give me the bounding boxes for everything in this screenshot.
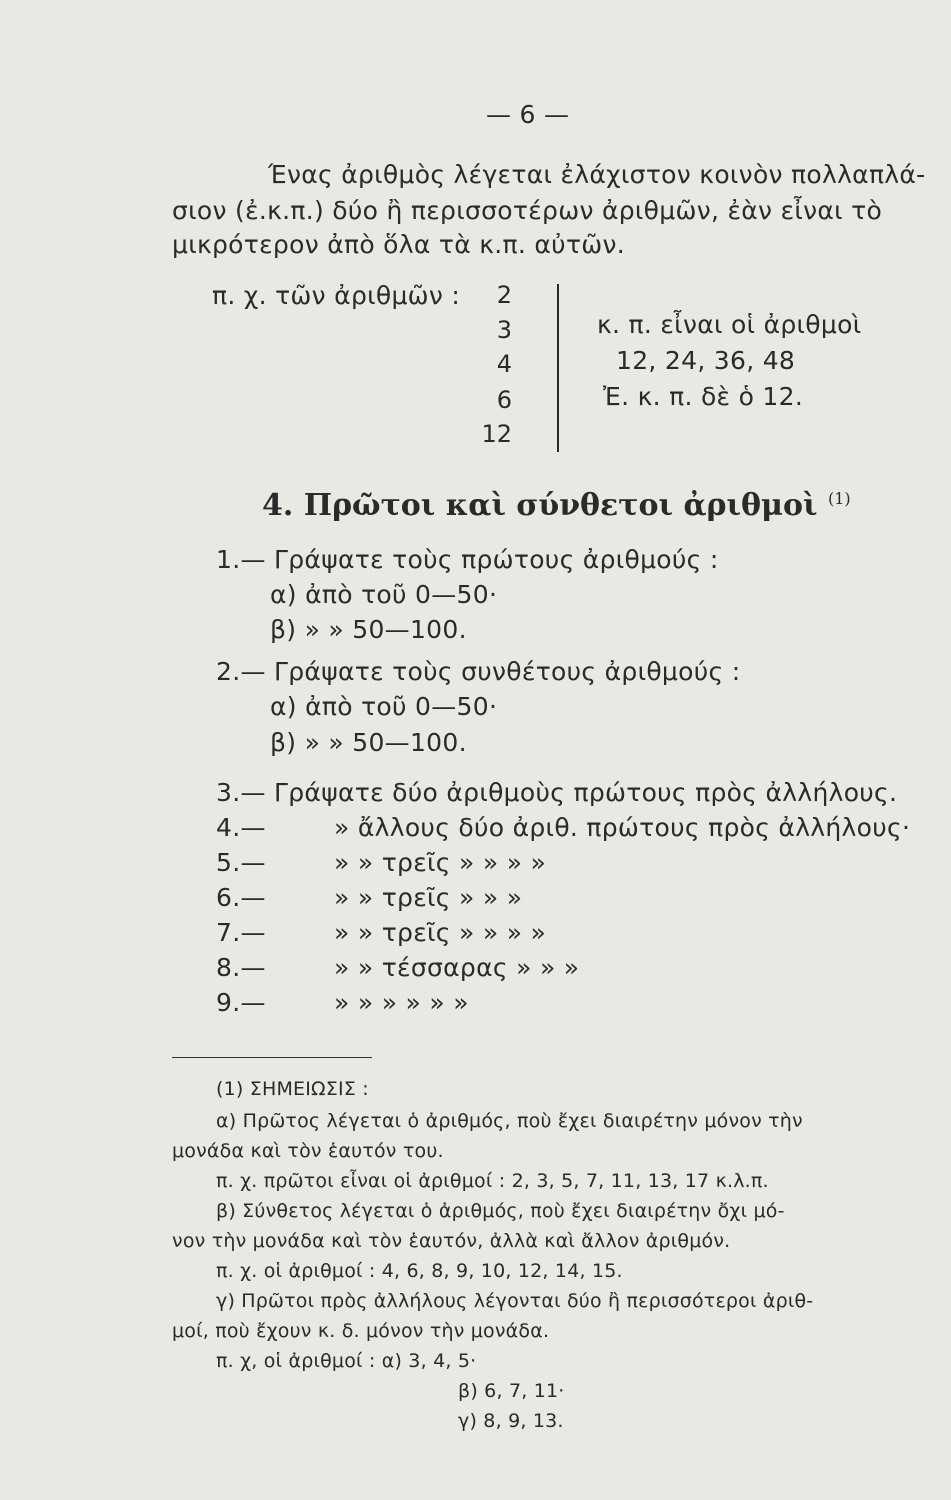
exercise-text: Γράψατε τοὺς πρώτους ἀριθμούς : [274, 545, 719, 574]
exercise-text: Γράψατε τοὺς συνθέτους ἀριθμούς : [274, 657, 741, 686]
page-number: — 6 — [486, 100, 570, 129]
example-result-line-2: 12, 24, 36, 48 [616, 346, 796, 375]
exercise-item [216, 657, 740, 686]
definition-line-1: Ένας ἀριθμὸς λέγεται ἐλάχιστον κοινὸν πολλαπλά- [268, 160, 926, 189]
subitem-letter: α) [270, 692, 297, 721]
section-title [262, 488, 851, 523]
exercise-number: 3.— [216, 778, 266, 807]
footnote-line: β) Σύνθετος λέγεται ὁ ἀριθμός, ποὺ ἔχει διαιρέτην ὄχι μό- [216, 1200, 785, 1222]
exercise-item [216, 918, 546, 947]
exercise-item [216, 988, 469, 1017]
footnote-separator [172, 1057, 372, 1058]
exercise-subitem [270, 615, 467, 644]
exercise-text: » » τρεῖς » » » » [334, 848, 547, 877]
exercise-text: » ἄλλους δύο ἀριθ. πρώτους πρὸς ἀλλήλους· [334, 813, 911, 842]
footnote-ref: (1) [827, 489, 851, 508]
exercise-item [216, 883, 522, 912]
example-result-line-3: Ἐ. κ. π. δὲ ὁ 12. [603, 382, 804, 411]
definition-line-2: σιον (ἐ.κ.π.) δύο ἢ περισσοτέρων ἀριθμῶν, ἐὰν εἶναι τὸ [172, 196, 883, 225]
footnote-line: μοί, ποὺ ἔχουν κ. δ. μόνον τὴν μονάδα. [172, 1320, 550, 1342]
subitem-letter: α) [270, 580, 297, 609]
footnote-line: μονάδα καὶ τὸν ἑαυτόν του. [172, 1140, 444, 1162]
example-number: 12 [481, 420, 512, 448]
exercise-item [216, 953, 579, 982]
example-result-line-1: κ. π. εἶναι οἱ ἀριθμοὶ [597, 310, 862, 339]
brace-line [557, 284, 559, 452]
exercise-subitem [270, 692, 497, 721]
section-title-text: 4. Πρῶτοι καὶ σύνθετοι ἀριθμοὶ [262, 488, 818, 523]
exercise-number: 7.— [216, 918, 266, 947]
subitem-letter: β) [270, 615, 297, 644]
subitem-text: ἀπὸ τοῦ 0—50· [305, 580, 498, 609]
exercise-item [216, 778, 897, 807]
exercise-number: 6.— [216, 883, 266, 912]
footnote-line: π. χ. πρῶτοι εἶναι οἱ ἀριθμοί : 2, 3, 5, 7, 11, 13, 17 κ.λ.π. [216, 1170, 769, 1192]
exercise-text: » » » » » » [334, 988, 469, 1017]
footnote-line: γ) 8, 9, 13. [458, 1410, 564, 1432]
example-number: 2 [496, 281, 512, 309]
exercise-number: 8.— [216, 953, 266, 982]
definition-line-3: μικρότερον ἀπὸ ὅλα τὰ κ.π. αὐτῶν. [172, 230, 626, 259]
exercise-item [216, 848, 546, 877]
example-label: π. χ. τῶν ἀριθμῶν : [212, 281, 461, 310]
footnote-line: γ) Πρῶτοι πρὸς ἀλλήλους λέγονται δύο ἢ περισσότεροι ἀριθ- [216, 1290, 814, 1312]
example-number: 6 [496, 386, 512, 414]
exercise-text: » » τέσσαρας » » » [334, 953, 580, 982]
exercise-subitem [270, 580, 497, 609]
subitem-letter: β) [270, 728, 297, 757]
exercise-item [216, 545, 719, 574]
exercise-number: 9.— [216, 988, 266, 1017]
example-number: 3 [496, 316, 512, 344]
exercise-number: 1.— [216, 545, 266, 574]
subitem-text: ἀπὸ τοῦ 0—50· [305, 692, 498, 721]
footnote-line: π. χ, οἱ ἀριθμοί : α) 3, 4, 5· [216, 1350, 477, 1372]
footnote-line: β) 6, 7, 11· [458, 1380, 565, 1402]
footnote-heading: (1) ΣΗΜΕΙΩΣΙΣ : [216, 1078, 369, 1100]
footnote-line: νον τὴν μονάδα καὶ τὸν ἑαυτόν, ἀλλὰ καὶ ἄλλον ἀριθμόν. [172, 1230, 731, 1252]
footnote-line: α) Πρῶτος λέγεται ὁ ἀριθμός, ποὺ ἔχει διαιρέτην μόνον τὴν [216, 1110, 803, 1132]
exercise-number: 2.— [216, 657, 266, 686]
example-number: 4 [496, 350, 512, 378]
exercise-text: » » τρεῖς » » » » [334, 918, 547, 947]
exercise-subitem [270, 728, 467, 757]
exercise-text: » » τρεῖς » » » [334, 883, 523, 912]
subitem-text: » » 50—100. [304, 728, 467, 757]
exercise-item [216, 813, 910, 842]
exercise-number: 5.— [216, 848, 266, 877]
subitem-text: » » 50—100. [304, 615, 467, 644]
exercise-number: 4.— [216, 813, 266, 842]
exercise-text: Γράψατε δύο ἀριθμοὺς πρώτους πρὸς ἀλλήλους. [274, 778, 898, 807]
footnote-line: π. χ. οἱ ἀριθμοί : 4, 6, 8, 9, 10, 12, 14, 15. [216, 1260, 623, 1282]
